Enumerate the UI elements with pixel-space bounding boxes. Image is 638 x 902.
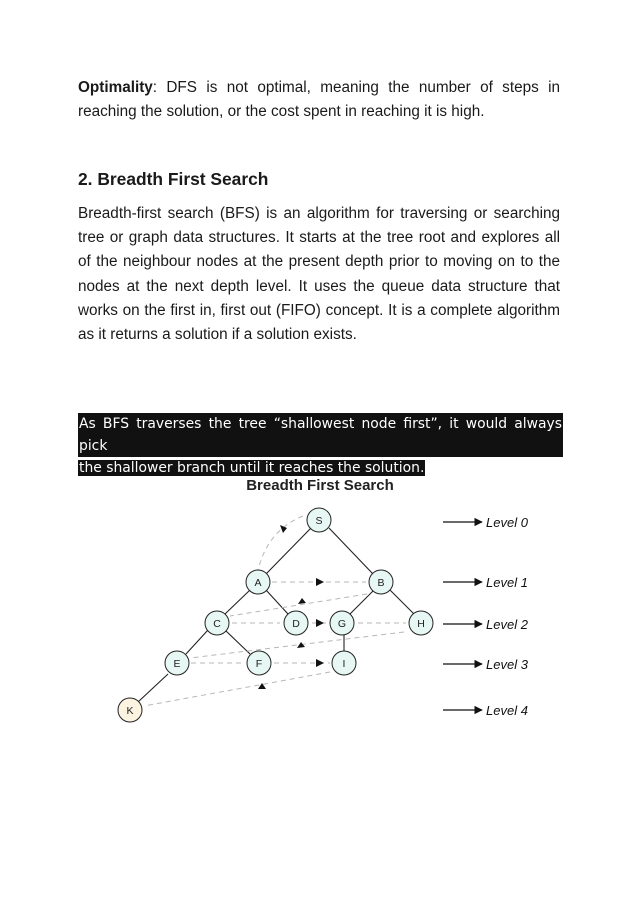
- node-label-b: B: [377, 577, 385, 589]
- node-label-k: K: [126, 705, 134, 717]
- node-labels: [126, 515, 424, 717]
- edge-e-k: [138, 674, 168, 702]
- node-label-h: H: [417, 618, 425, 630]
- edge-c-e: [186, 630, 208, 654]
- highlighted-note-line-1: As BFS traverses the tree “shallowest node first”, it would always pick: [78, 413, 563, 457]
- optimality-label: Optimality: [78, 79, 153, 96]
- node-label-d: D: [292, 618, 300, 630]
- level-0-label: Level 0: [486, 515, 528, 530]
- arrowhead: [316, 578, 324, 586]
- arrowhead: [280, 525, 287, 533]
- bfs-paragraph: Breadth-first search (BFS) is an algorithm for traversing or searching tree or graph data structures. It starts at the tree root and explores all of the neighbour nodes at the present depth prior to moving on to the nodes at the next depth level. It uses the queue data structure that works on the first in, first out (FIFO) concept. It is a complete algorithm as it returns a solution if a solution exists.: [78, 205, 560, 344]
- traversal-path: [144, 516, 406, 706]
- node-label-e: E: [173, 658, 181, 670]
- node-label-c: C: [213, 618, 221, 630]
- node-label-g: G: [337, 618, 347, 630]
- edge-a-d: [266, 590, 288, 614]
- edge-c-f: [225, 630, 250, 654]
- highlighted-note-line-2: the shallower branch until it reaches the solution.: [79, 460, 425, 476]
- arrowhead: [316, 619, 324, 627]
- node-label-i: I: [342, 658, 346, 670]
- optimality-text: : DFS is not optimal, meaning the number of steps in reaching the solution, or the cost spent in reaching it is high.: [78, 79, 560, 121]
- node-label-s: S: [315, 515, 323, 527]
- node-label-a: A: [254, 577, 262, 589]
- arrowhead: [297, 642, 305, 648]
- level-4-label: Level 4: [486, 703, 528, 718]
- edge-b-g: [350, 590, 374, 614]
- tree-edges: [138, 528, 414, 702]
- level-labels: [486, 515, 529, 718]
- section-heading: 2. Breadth First Search: [78, 169, 269, 189]
- arrowhead: [316, 659, 324, 667]
- diagram-title: Breadth First Search: [246, 477, 394, 494]
- bfs-diagram: [0, 470, 638, 730]
- edge-s-b: [329, 528, 373, 574]
- arrowhead: [298, 598, 306, 604]
- edge-a-c: [225, 590, 250, 614]
- level-1-label: Level 1: [486, 575, 528, 590]
- trace-h-e: [190, 632, 404, 658]
- node-label-f: F: [255, 658, 263, 670]
- level-2-label: Level 2: [486, 617, 528, 632]
- level-arrows: [443, 522, 482, 710]
- edge-b-h: [390, 590, 414, 614]
- trace-i-k: [144, 672, 330, 706]
- edge-s-a: [266, 528, 311, 574]
- optimality-paragraph: [78, 76, 560, 124]
- tree-nodes: [118, 508, 433, 722]
- level-3-label: Level 3: [486, 657, 528, 672]
